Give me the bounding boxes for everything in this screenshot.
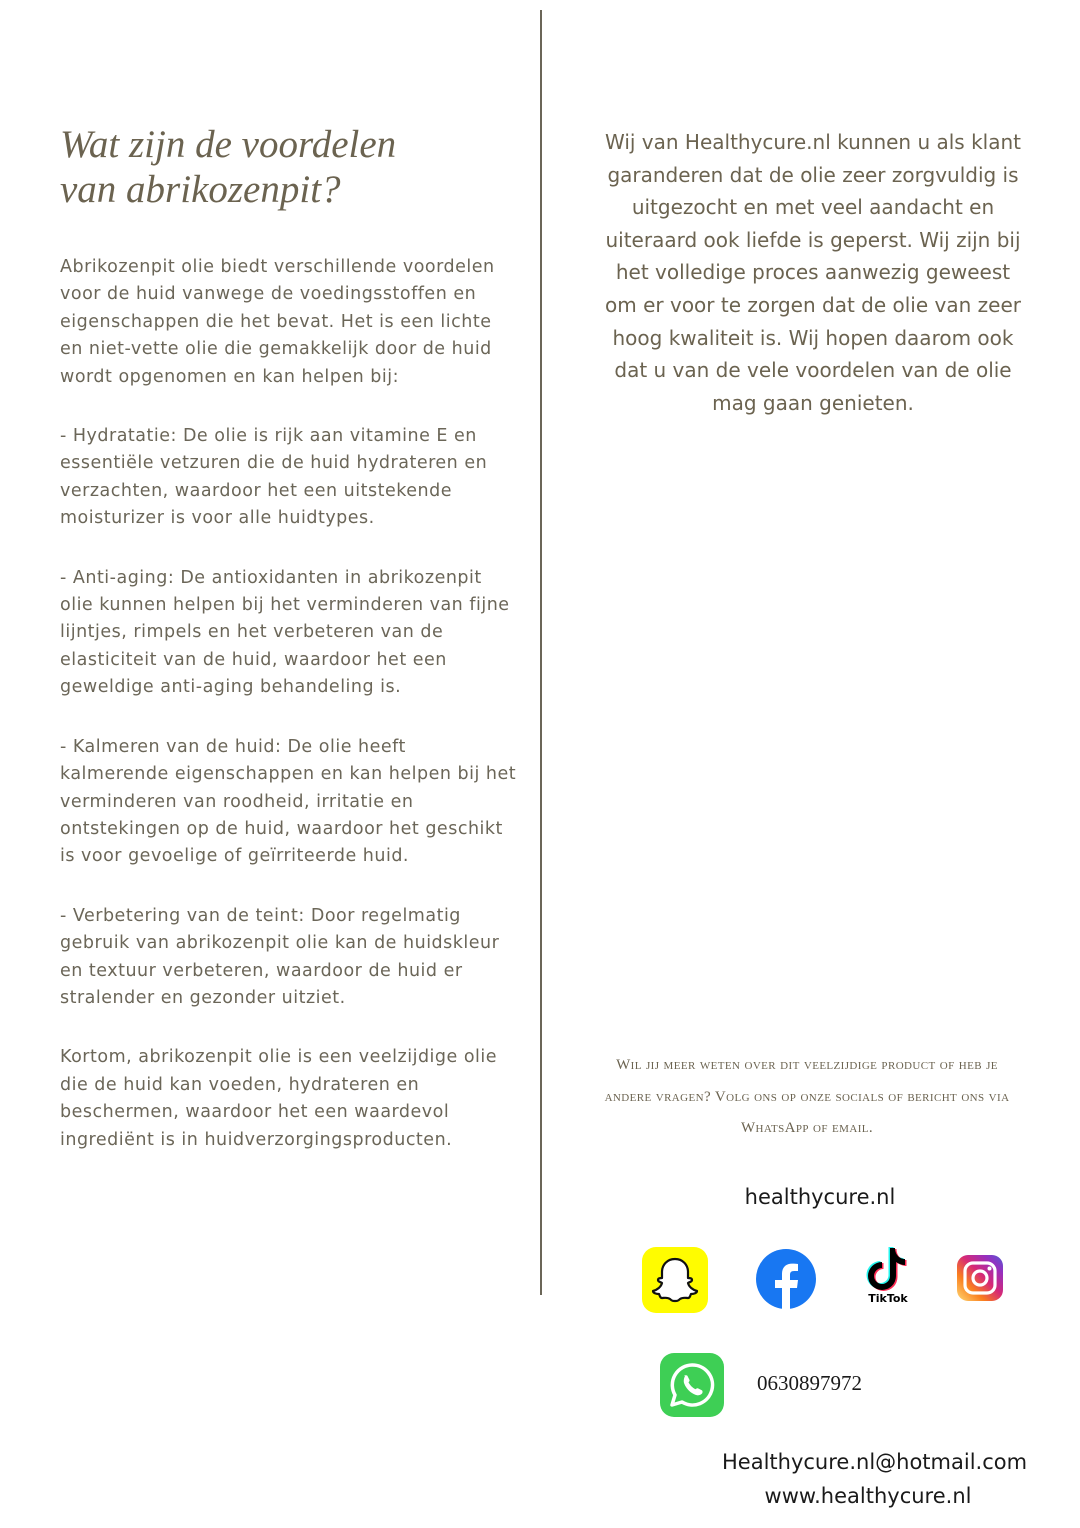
contact-call-to-action: Wil jij meer weten over dit veelzijdige product of heb je andere vragen? Volg ons op onze socials of bericht ons via WhatsApp of email.	[604, 1057, 1010, 1136]
column-divider	[540, 10, 542, 1295]
page-title	[60, 122, 500, 212]
title-line-1: Wat zijn de voordelen	[60, 123, 397, 166]
instagram-icon[interactable]	[957, 1255, 1003, 1301]
benefits-text	[60, 254, 520, 1186]
phone-number[interactable]: 0630897972	[757, 1371, 862, 1395]
guarantee-text: Wij van Healthycure.nl kunnen u als klant garanderen dat de olie zeer zorgvuldig is uitgezocht en met veel aandacht en uiteraard ook liefde is geperst. Wij zijn bij het volledige proces aanwezig geweest om er voor te zorgen dat de olie van zeer hoog kwaliteit is. Wij hopen daarom ook dat u van de vele voordelen van de olie mag gaan genieten.	[604, 130, 1021, 415]
website-link[interactable]: www.healthycure.nl	[764, 1484, 972, 1508]
title-line-2: van abrikozenpit?	[60, 168, 341, 211]
benefit-complexion: - Verbetering van de teint: Door regelmatig gebruik van abrikozenpit olie kan de huidskleur en textuur verbeteren, waardoor de huid er stralender en gezonder uitziet.	[60, 905, 500, 1008]
intro-paragraph: Abrikozenpit olie biedt verschillende voordelen voor de huid vanwege de voedingsstoffen en eigenschappen die het bevat. Het is een lichte en niet-vette olie die gemakkelijk door de huid wordt opgenomen en kan helpen bij:	[60, 257, 495, 387]
conclusion-paragraph: Kortom, abrikozenpit olie is een veelzijdige olie die de huid kan voeden, hydrateren en beschermen, waardoor het een waardevol ingrediënt is in huidverzorgingsproducten.	[60, 1047, 498, 1150]
tiktok-icon[interactable]	[860, 1244, 916, 1306]
whatsapp-icon[interactable]	[660, 1353, 724, 1417]
tiktok-label: TikTok	[868, 1292, 908, 1305]
facebook-icon[interactable]	[755, 1248, 817, 1310]
benefit-anti-aging: - Anti-aging: De antioxidanten in abrikozenpit olie kunnen helpen bij het verminderen van fijne lijntjes, rimpels en het verbeteren van de elasticiteit van de huid, waardoor het een geweldige anti-aging behandeling is.	[60, 567, 510, 698]
email-address[interactable]: Healthycure.nl@hotmail.com	[722, 1450, 1028, 1474]
social-handle[interactable]: healthycure.nl	[744, 1185, 896, 1209]
benefit-hydration: - Hydratatie: De olie is rijk aan vitamine E en essentiële vetzuren die de huid hydrateren en verzachten, waardoor het een uitstekende moisturizer is voor alle huidtypes.	[60, 426, 488, 529]
benefit-calming: - Kalmeren van de huid: De olie heeft kalmerende eigenschappen en kan helpen bij het verminderen van roodheid, irritatie en ontstekingen op de huid, waardoor het geschikt is voor gevoelige of geïrriteerde huid.	[60, 736, 517, 867]
snapchat-icon[interactable]	[642, 1247, 708, 1313]
